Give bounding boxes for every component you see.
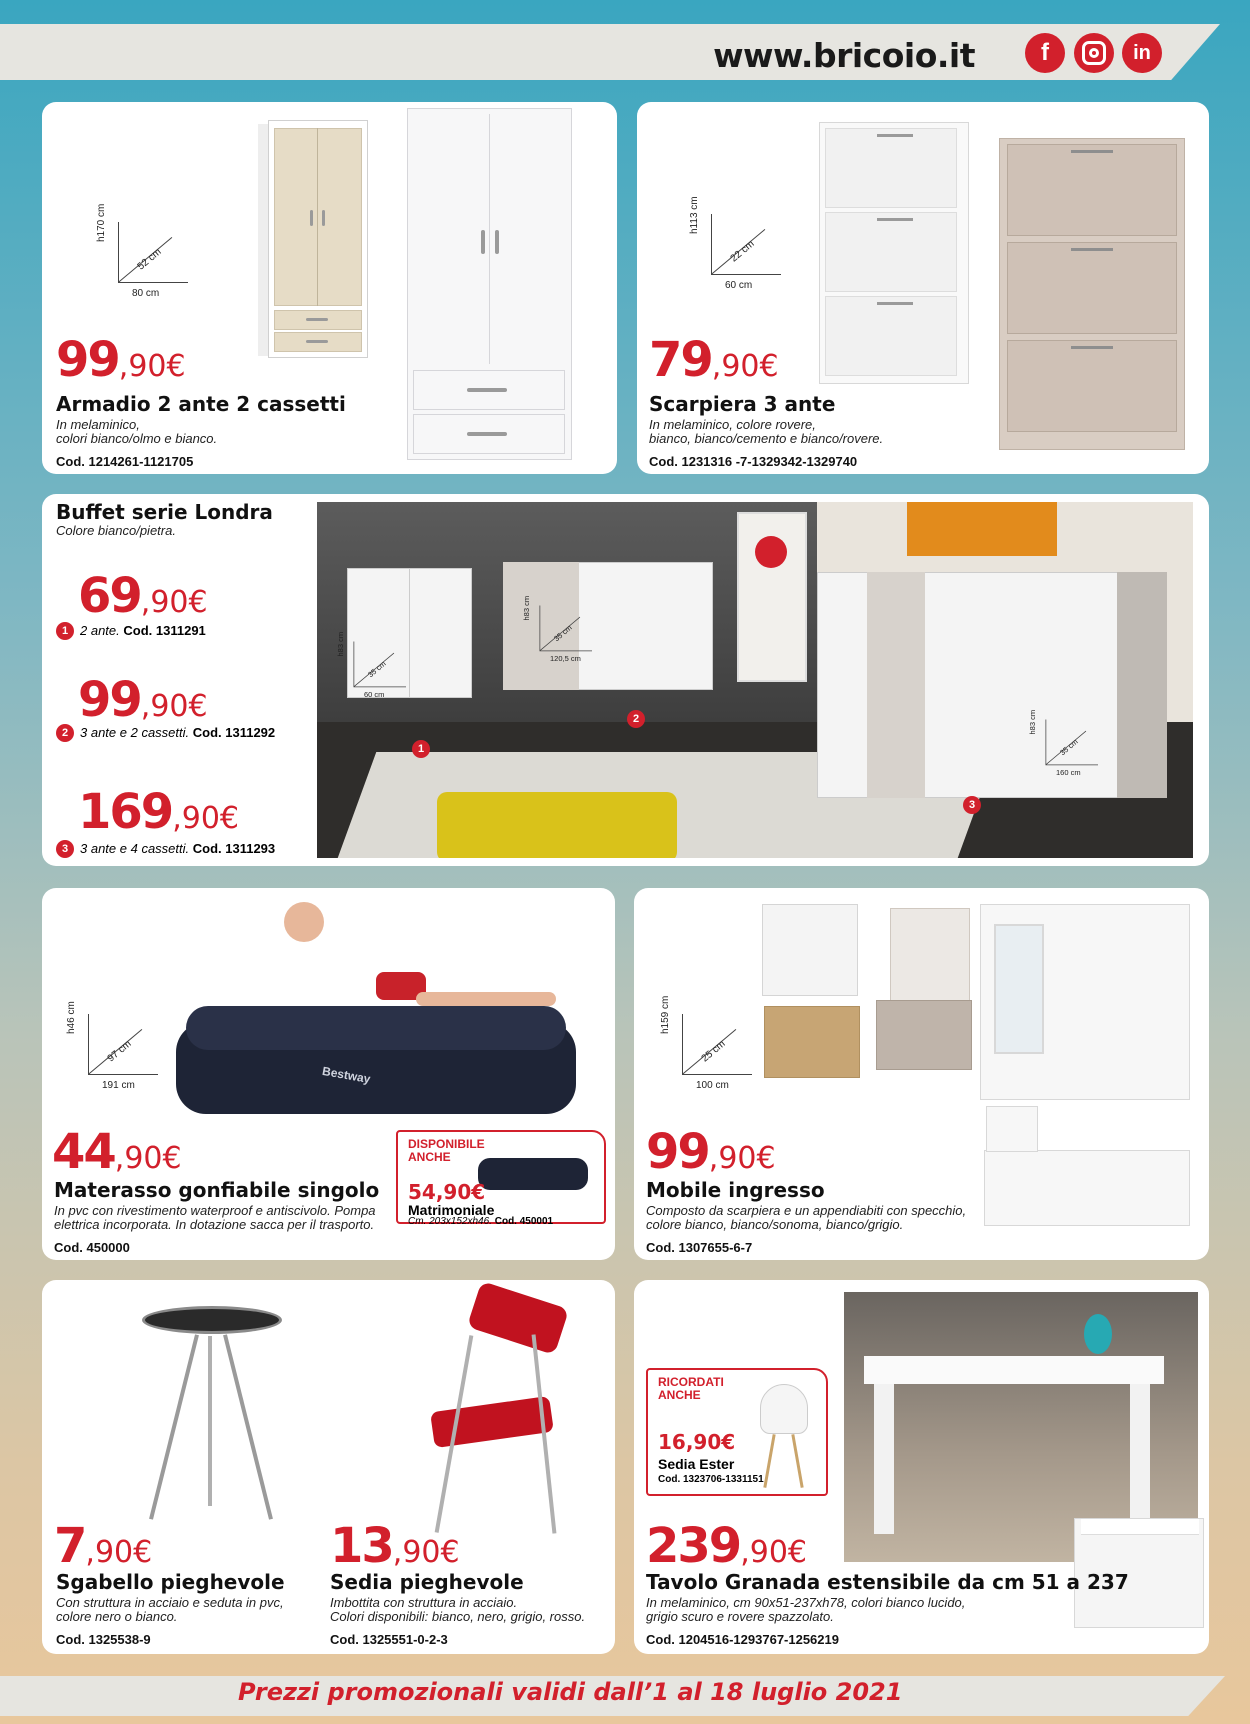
product-code-sedia: Cod. 1325551-0-2-3 [330, 1632, 448, 1647]
product-code-armadio: Cod. 1214261-1121705 [56, 454, 194, 469]
folding-chair-image [412, 1294, 582, 1534]
dimension-diagram-1: h83 cm 35 cm 60 cm [334, 634, 417, 717]
product-name-armadio: Armadio 2 ante 2 cassetti [56, 392, 346, 416]
price-ingresso: 99,90€ [646, 1124, 776, 1180]
entrance-drawer-unit [986, 1106, 1038, 1152]
card-scarpiera [637, 102, 1209, 474]
dimension-diagram-2: h83 cm 35 cm 120,5 cm [523, 595, 581, 664]
product-desc-scarpiera: In melaminico, colore rovere, bianco, bianco/cemento e bianco/rovere. [649, 417, 884, 446]
entrance-furniture-small-1-base [764, 1006, 860, 1078]
shoe-cabinet-oak-image [999, 138, 1185, 450]
price-armadio: 99,90€ [56, 332, 186, 388]
promo-price: 16,90€ [658, 1430, 736, 1454]
dimension-diagram: h113 cm 22 cm 60 cm [685, 204, 795, 314]
option-badge-3: 3 [56, 840, 74, 858]
price-scarpiera: 79,90€ [649, 332, 779, 388]
promo-matrimoniale[interactable]: DISPONIBILE ANCHE 54,90€ Matrimoniale Cm. 203x152xh46. Cod. 450001 [396, 1130, 606, 1224]
price-materasso: 44,90€ [52, 1124, 182, 1180]
buffet-option-3-text: 3 ante e 4 cassetti. Cod. 1311293 [80, 841, 276, 856]
buffet-room-photo [317, 502, 1193, 858]
product-name-buffet: Buffet serie Londra [56, 500, 273, 524]
air-mattress-image: Bestway [176, 992, 576, 1114]
card-tavolo [634, 1280, 1209, 1654]
photo-badge-1: 1 [412, 740, 430, 758]
product-name-tavolo: Tavolo Granada estensibile da cm 51 a 237 [646, 1570, 1129, 1594]
promo-name: Matrimoniale [408, 1202, 495, 1218]
photo-badge-2: 2 [627, 710, 645, 728]
product-code-tavolo: Cod. 1204516-1293767-1256219 [646, 1632, 839, 1647]
card-materasso [42, 888, 615, 1260]
folding-stool-image [142, 1306, 282, 1520]
price-buffet-1: 69,90€ [78, 568, 208, 624]
wardrobe-white-image [407, 108, 572, 460]
product-code-materasso: Cod. 450000 [54, 1240, 130, 1255]
entrance-furniture-small-1 [762, 904, 858, 996]
buffet-option-2-text: 3 ante e 2 cassetti. Cod. 1311292 [80, 725, 276, 740]
product-desc-sgabello: Con struttura in acciaio e seduta in pvc, colore nero o bianco. [56, 1595, 284, 1624]
entrance-bench [984, 1150, 1190, 1226]
option-badge-2: 2 [56, 724, 74, 742]
product-name-ingresso: Mobile ingresso [646, 1178, 825, 1202]
double-mattress-image [478, 1158, 588, 1190]
product-name-sedia: Sedia pieghevole [330, 1570, 524, 1594]
product-code-ingresso: Cod. 1307655-6-7 [646, 1240, 753, 1255]
shoe-cabinet-white-image [819, 122, 969, 384]
card-ingresso [634, 888, 1209, 1260]
entrance-furniture-small-2-base [876, 1000, 972, 1070]
site-url[interactable]: www.bricoio.it [713, 36, 975, 75]
price-sgabello: 7,90€ [54, 1518, 153, 1574]
option-badge-1: 1 [56, 622, 74, 640]
dimension-diagram: h159 cm 25 cm 100 cm [656, 1004, 766, 1114]
wardrobe-olmo-image [258, 120, 368, 358]
buffet-option-1-text: 2 ante. Cod. 1311291 [80, 623, 206, 638]
promo-sedia-ester[interactable]: RICORDATI ANCHE 16,90€ Sedia Ester Cod. 1323706-1331151 [646, 1368, 828, 1496]
card-armadio [42, 102, 617, 474]
promo-desc: Cm. 203x152xh46. Cod. 450001 [408, 1216, 554, 1227]
dimension-diagram-3: h83 cm 35 cm 160 cm [1026, 712, 1109, 795]
product-desc-sedia: Imbottita con struttura in acciaio. Colori disponibili: bianco, nero, grigio, rosso. [330, 1595, 586, 1624]
price-buffet-2: 99,90€ [78, 672, 208, 728]
product-desc-tavolo: In melaminico, cm 90x51-237xh78, colori bianco lucido, grigio scuro e rovere spazzolato. [646, 1595, 966, 1624]
promo-name: Sedia Ester [658, 1456, 735, 1472]
card-sedute [42, 1280, 615, 1654]
photo-badge-3: 3 [963, 796, 981, 814]
price-sedia: 13,90€ [330, 1518, 460, 1574]
product-code-sgabello: Cod. 1325538-9 [56, 1632, 151, 1647]
instagram-icon[interactable] [1074, 33, 1114, 73]
entrance-furniture-small-2 [890, 908, 970, 1006]
card-buffet [42, 494, 1209, 866]
promo-validity-text: Prezzi promozionali validi dall’1 al 18 luglio 2021 [238, 1678, 903, 1706]
dimension-diagram: h46 cm 97 cm 191 cm [62, 1004, 172, 1114]
product-desc-armadio: In melaminico, colori bianco/olmo e bianco. [56, 417, 218, 446]
product-name-scarpiera: Scarpiera 3 ante [649, 392, 836, 416]
price-tavolo: 239,90€ [646, 1518, 807, 1574]
product-name-materasso: Materasso gonfiabile singolo [54, 1178, 380, 1202]
promo-code: Cod. 1323706-1331151 [658, 1474, 764, 1485]
facebook-icon[interactable]: f [1025, 33, 1065, 73]
product-code-scarpiera: Cod. 1231316 -7-1329342-1329740 [649, 454, 858, 469]
promo-price: 54,90€ [408, 1180, 486, 1204]
entrance-mirror [994, 924, 1044, 1054]
linkedin-icon[interactable]: in [1122, 33, 1162, 73]
chair-ester-image [756, 1384, 812, 1488]
product-desc-buffet: Colore bianco/pietra. [56, 523, 176, 538]
product-name-sgabello: Sgabello pieghevole [56, 1570, 285, 1594]
dimension-diagram: h170 cm 52 cm 80 cm [92, 212, 202, 322]
price-buffet-3: 169,90€ [78, 784, 239, 840]
product-desc-materasso: In pvc con rivestimento waterproof e antiscivolo. Pompa elettrica incorporata. In dotazione sacca per il trasporto. [54, 1203, 376, 1232]
product-desc-ingresso: Composto da scarpiera e un appendiabiti con specchio, colore bianco, bianco/sonoma, bianco/grigio. [646, 1203, 967, 1232]
